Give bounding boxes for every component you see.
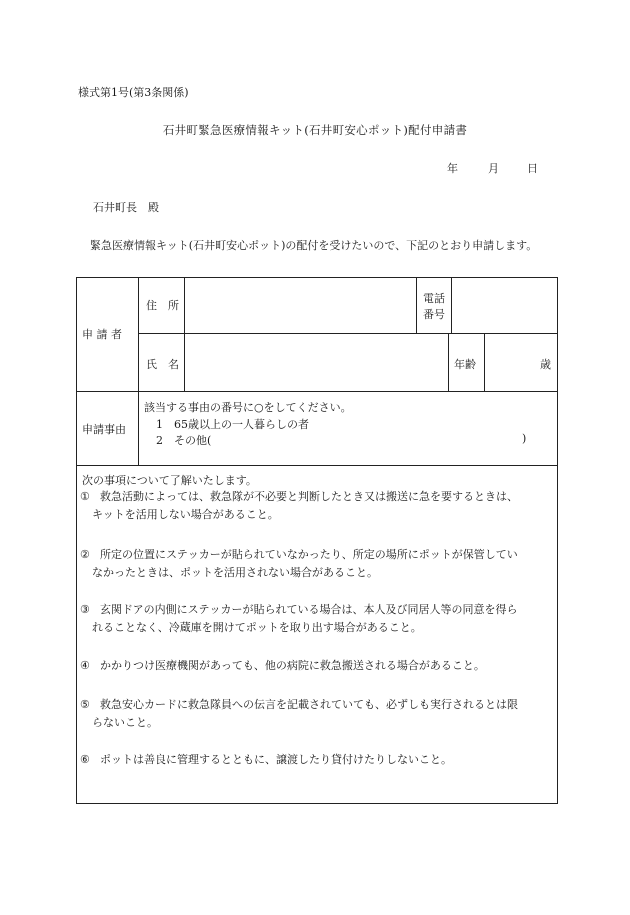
date-month-label: 月 [488, 162, 499, 175]
age-unit: 歳 [540, 358, 551, 371]
notes-lead: 次の事項について了解いたします。 [82, 474, 257, 487]
reason-option-2[interactable]: 2 その他( [156, 434, 212, 447]
note-item [80, 546, 554, 582]
note-text-line2: らないこと。 [92, 716, 158, 729]
row-divider-reason-notes [76, 465, 558, 466]
column-divider-age-right [484, 333, 485, 391]
intro-text: 緊急医療情報キット(石井町安心ポット)の配付を受けたいので、下記のとおり申請します。 [90, 239, 538, 252]
column-divider-field-label [184, 277, 185, 391]
note-text-line2: なかったときは、ポットを活用されない場合があること。 [92, 566, 378, 579]
reason-section-label: 申請事由 [82, 423, 126, 436]
note-number: ① [80, 490, 90, 503]
note-text-line1: かかりつけ医療機関があっても、他の病院に救急搬送される場合があること。 [100, 659, 485, 672]
column-divider-label [138, 277, 139, 465]
note-number: ⑥ [80, 753, 90, 766]
phone-label-line1: 電話 [423, 292, 445, 305]
column-divider-phone-right [451, 277, 452, 333]
note-text-line1: 救急安心カードに救急隊員への伝言を記載されていても、必ずしも実行されるとは限 [100, 698, 518, 711]
reason-option-2-close: ) [522, 432, 527, 445]
note-text-line2: キットを活用しない場合があること。 [92, 508, 279, 521]
note-text-line1: 救急活動によっては、救急隊が不必要と判断したとき又は搬送に急を要するときは、 [100, 490, 518, 503]
note-number: ⑤ [80, 698, 90, 711]
name-label: 氏 名 [146, 358, 179, 371]
reason-option-1[interactable]: 1 65歳以上の一人暮らしの者 [156, 418, 309, 431]
applicant-section-label: 申 請 者 [82, 328, 122, 341]
note-item [80, 657, 554, 675]
reason-instruction: 該当する事由の番号に○をしてください。 [144, 401, 352, 414]
note-item [80, 696, 554, 732]
address-field[interactable] [186, 279, 415, 332]
column-divider-phone-left [416, 277, 417, 333]
address-label: 住 所 [146, 299, 179, 312]
note-text-line2: れることなく、冷蔵庫を開けてポットを取り出す場合があること。 [92, 621, 422, 634]
date-year-label: 年 [447, 162, 458, 175]
note-number: ③ [80, 603, 90, 616]
document-title: 石井町緊急医療情報キット(石井町安心ポット)配付申請書 [162, 123, 468, 137]
row-divider-applicant-reason [76, 391, 558, 392]
addressee: 石井町長 殿 [93, 201, 159, 214]
note-number: ④ [80, 659, 90, 672]
age-field[interactable] [486, 335, 538, 390]
note-number: ② [80, 548, 90, 561]
phone-field[interactable] [453, 279, 556, 332]
form-number: 様式第1号(第3条関係) [78, 86, 189, 99]
note-item [80, 488, 554, 524]
note-item [80, 751, 554, 769]
age-label: 年齢 [454, 358, 476, 371]
date-day-label: 日 [527, 162, 538, 175]
column-divider-age-left [448, 333, 449, 391]
note-item [80, 601, 554, 637]
note-text-line1: 所定の位置にステッカーが貼られていなかったり、所定の場所にポットが保管してい [100, 548, 518, 561]
phone-label-line2: 番号 [423, 308, 445, 321]
row-divider-address-name [138, 333, 558, 334]
note-text-line1: ポットは善良に管理するとともに、譲渡したり貸付けたりしないこと。 [100, 753, 452, 766]
name-field[interactable] [186, 335, 447, 390]
date-line [447, 160, 538, 176]
note-text-line1: 玄関ドアの内側にステッカーが貼られている場合は、本人及び同居人等の同意を得ら [100, 603, 518, 616]
